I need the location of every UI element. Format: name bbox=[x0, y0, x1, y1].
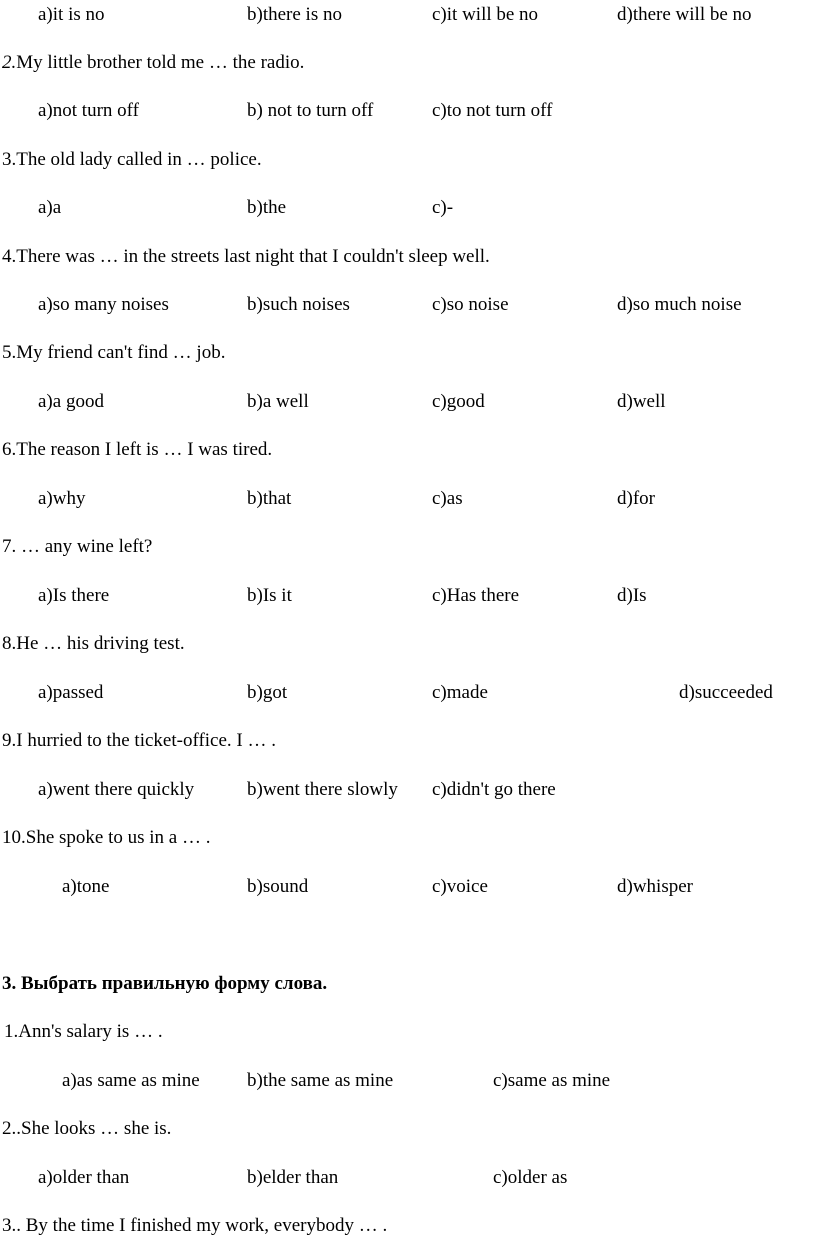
s3-q1-option-a: a)as same as mine bbox=[62, 1070, 200, 1091]
q5-option-b: b)a well bbox=[247, 391, 309, 412]
q8-option-b: b)got bbox=[247, 682, 288, 703]
q10-question: 10.She spoke to us in a … . bbox=[2, 827, 211, 848]
q6-option-d: d)for bbox=[617, 488, 655, 509]
q9-option-b: b)went there slowly bbox=[247, 779, 398, 800]
s3-q2-option-c: c)older as bbox=[493, 1167, 568, 1188]
q1-option-c: c)it will be no bbox=[432, 4, 539, 25]
q1-option-d: d)there will be no bbox=[617, 4, 752, 25]
q9-option-c: c)didn't go there bbox=[432, 779, 556, 800]
section3-heading: 3. Выбрать правильную форму слова. bbox=[2, 973, 328, 994]
q8-option-d: d)succeeded bbox=[679, 682, 773, 703]
q4-option-c: c)so noise bbox=[432, 294, 509, 315]
q6-option-c: c)as bbox=[432, 488, 463, 509]
q2-question bbox=[2, 51, 304, 75]
q5-option-c: c)good bbox=[432, 391, 485, 412]
q10-option-a: a)tone bbox=[62, 876, 110, 897]
q8-option-a: a)passed bbox=[38, 682, 104, 703]
s3-q2-question: 2..She looks … she is. bbox=[2, 1118, 172, 1139]
s3-q3-question: 3.. By the time I finished my work, everybody … . bbox=[2, 1215, 388, 1236]
s3-q2-option-b: b)elder than bbox=[247, 1167, 339, 1188]
q3-option-a: a)a bbox=[38, 197, 62, 218]
q2-text: My little brother told me … the radio. bbox=[16, 52, 305, 73]
s3-q1-option-c: c)same as mine bbox=[493, 1070, 611, 1091]
q6-option-b: b)that bbox=[247, 488, 292, 509]
q6-option-a: a)why bbox=[38, 488, 86, 509]
q3-question: 3.The old lady called in … police. bbox=[2, 149, 262, 170]
q1-option-b: b)there is no bbox=[247, 4, 342, 25]
q7-question: 7. … any wine left? bbox=[2, 536, 153, 557]
q4-option-d: d)so much noise bbox=[617, 294, 742, 315]
s3-q1-question: 1.Ann's salary is … . bbox=[4, 1021, 163, 1042]
q2-option-b: b) not to turn off bbox=[247, 100, 374, 121]
q9-option-a: a)went there quickly bbox=[38, 779, 195, 800]
q2-option-c: c)to not turn off bbox=[432, 100, 553, 121]
q10-option-d: d)whisper bbox=[617, 876, 693, 897]
q2-option-a: a)not turn off bbox=[38, 100, 139, 121]
q8-option-c: c)made bbox=[432, 682, 488, 703]
q4-option-a: a)so many noises bbox=[38, 294, 169, 315]
q7-option-c: c)Has there bbox=[432, 585, 520, 606]
s3-q1-option-b: b)the same as mine bbox=[247, 1070, 394, 1091]
q7-option-a: a)Is there bbox=[38, 585, 110, 606]
q10-option-c: c)voice bbox=[432, 876, 488, 897]
q9-question: 9.I hurried to the ticket-office. I … . bbox=[2, 730, 276, 751]
q3-option-c: c)- bbox=[432, 197, 454, 218]
q8-question: 8.He … his driving test. bbox=[2, 633, 185, 654]
q1-option-a: a)it is no bbox=[38, 4, 105, 25]
q2-number: 2. bbox=[2, 52, 17, 73]
q5-option-d: d)well bbox=[617, 391, 666, 412]
q3-option-b: b)the bbox=[247, 197, 287, 218]
q5-question: 5.My friend can't find … job. bbox=[2, 342, 226, 363]
q4-question: 4.There was … in the streets last night that I couldn't sleep well. bbox=[2, 246, 490, 267]
q7-option-d: d)Is bbox=[617, 585, 647, 606]
q5-option-a: a)a good bbox=[38, 391, 104, 412]
s3-q2-option-a: a)older than bbox=[38, 1167, 130, 1188]
q7-option-b: b)Is it bbox=[247, 585, 292, 606]
q4-option-b: b)such noises bbox=[247, 294, 350, 315]
q6-question: 6.The reason I left is … I was tired. bbox=[2, 439, 273, 460]
q10-option-b: b)sound bbox=[247, 876, 309, 897]
